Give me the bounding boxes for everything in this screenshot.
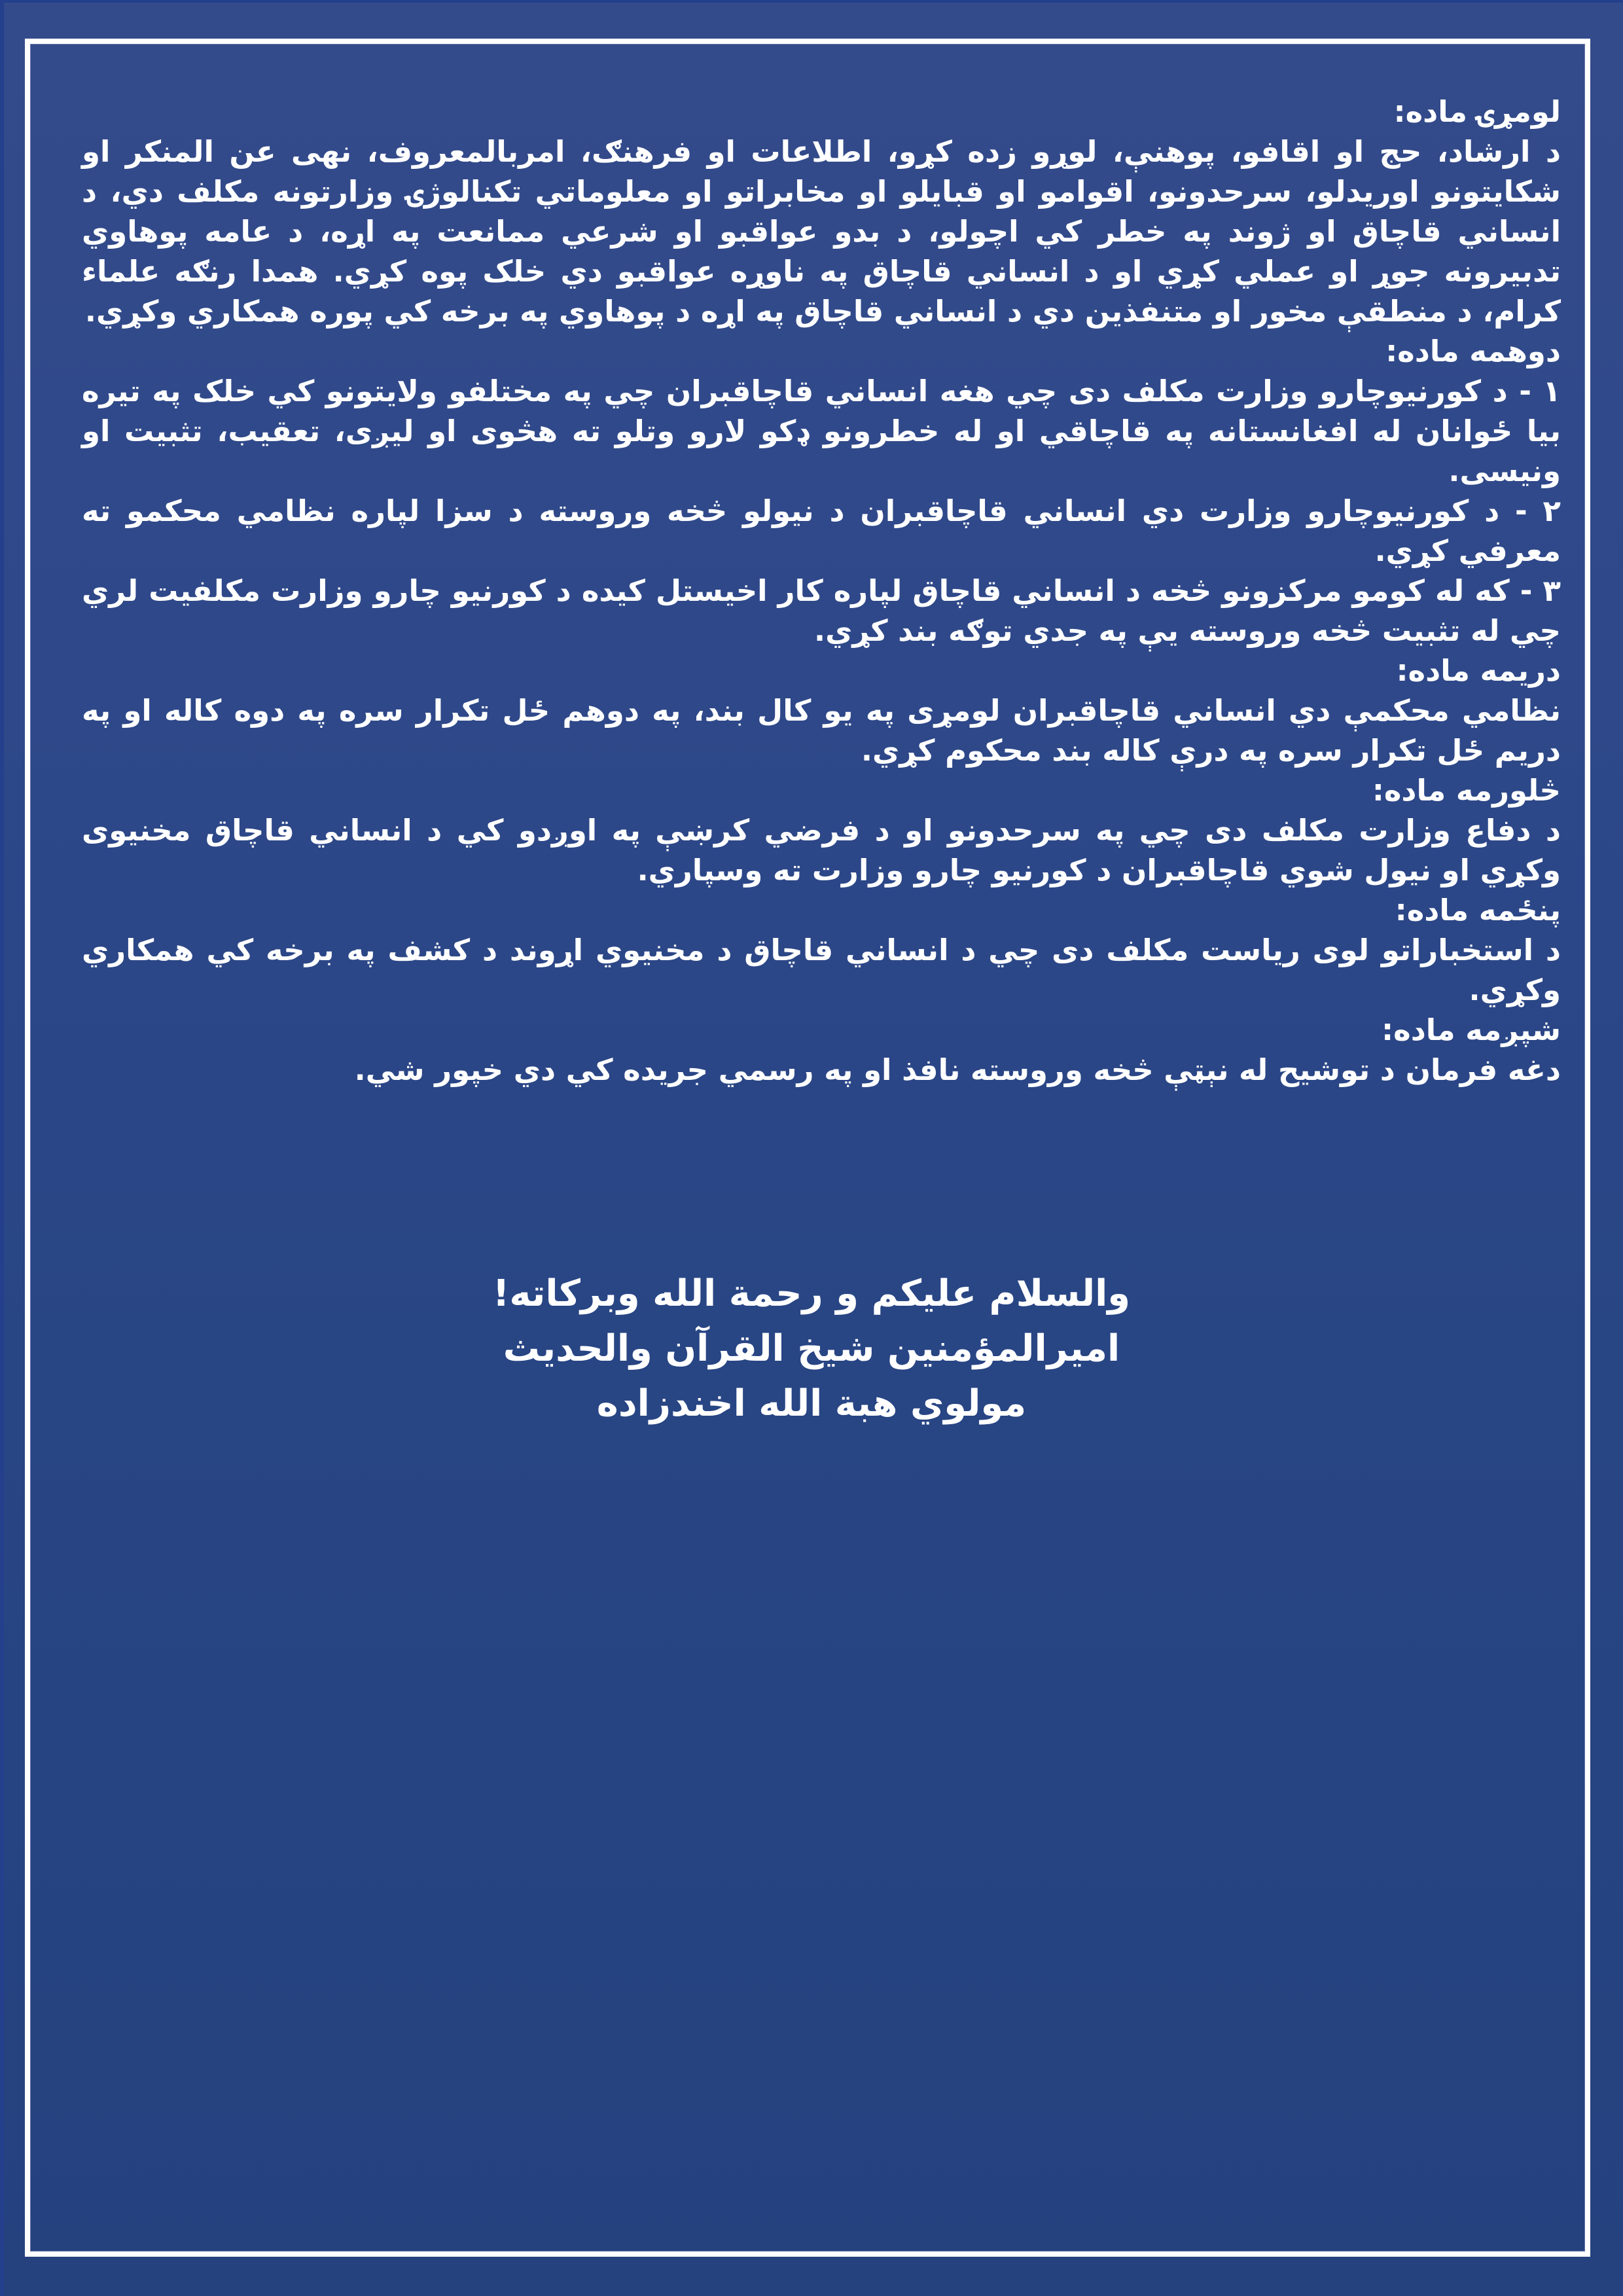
article-3-heading: دریمه ماده: (1396, 653, 1561, 688)
article-2-clause-2: ٢ - د کورنیوچارو وزارت دي انساني قاچاقبران د نیولو څخه وروسته د سزا لپاره نظامي محکمو ته معرفي کړي. (82, 493, 1561, 568)
article-5-body: د استخباراتو لوی ریاست مکلف دی چي د انساني قاچاق د مخنیوي اړوند د کشف په برخه کي همکاري وکړي. (82, 933, 1561, 1007)
closing-salutation: والسلام علیکم و رحمة الله وبرکاته! (492, 1272, 1131, 1315)
article-4-body: د دفاع وزارت مکلف دی چي په سرحدونو او د فرضي کرښې په اوږدو کي د انساني قاچاق مخنیوی وکړي او نیول شوي قاچاقبران د کورنیو چارو وزارت ته وسپاري. (82, 813, 1561, 888)
article-2-heading: دوهمه ماده: (1385, 334, 1561, 368)
article-6-heading: شپږمه ماده: (1382, 1013, 1561, 1047)
signatory-title: امیرالمؤمنین شیخ القرآن والحدیث (503, 1327, 1120, 1370)
article-6-body: دغه فرمان د توشیح له نېټې څخه وروسته نافذ او په رسمي جریده کي دي خپور شي. (354, 1052, 1561, 1087)
article-2-clause-3: ٣ - که له کومو مرکزونو څخه د انساني قاچاق لپاره کار اخیستل کیده د کورنیو چارو وزارت مکلفیت لري چي له تثبیت څخه وروسته یې په جدي توګه بند کړي. (82, 573, 1561, 648)
top-edge-strip (0, 0, 1623, 3)
article-4-heading: څلورمه ماده: (1372, 773, 1561, 808)
left-edge-strip (0, 0, 4, 2296)
article-2-clause-1: ١ - د کورنیوچارو وزارت مکلف دی چي هغه انساني قاچاقبران چي په مختلفو ولایتونو کي خلک په تیره بیا ځوانان له افغانستانه په قاچاقي او له خطرونو ډکو لارو وتلو ته هڅوی او لیږی، تعقیب، تثبیت او ونیسی. (82, 374, 1561, 488)
closing-signature (0, 1266, 1623, 1431)
decree-text (82, 92, 1561, 1090)
article-3-body: نظامي محکمې دي انساني قاچاقبران لومړی په یو کال بند، په دوهم ځل تکرار سره په دوه کاله او په دریم ځل تکرار سره په درې کاله بند محکوم کړي. (82, 693, 1561, 768)
article-1-heading: لومړۍ ماده: (1393, 94, 1561, 129)
article-1-body: د ارشاد، حج او اقافو، پوهنې، لوړو زده کړو، اطلاعات او فرهنګ، امربالمعروف، نهی عن المنکر او شکایتونو اوریدلو، سرحدونو، اقوامو او قبایلو او مخابراتو او معلوماتي تکنالوژۍ وزارتونه مکلف دي، د انساني قاچاق او ژوند په خطر کي اچولو، د بدو عواقبو او شرعي ممانعت په اړه، د عامه پوهاوي تدبیرونه جوړ او عملي کړي او د انساني قاچاق په ناوړه عواقبو دي خلک پوه کړي. همدا رنګه علماء کرام، د منطقې مخور او متنفذین دي د انساني قاچاق په اړه د پوهاوي په برخه کي پوره همکاري وکړي. (82, 134, 1561, 329)
signatory-name: مولوي هبة الله اخندزاده (596, 1382, 1027, 1425)
article-5-heading: پنځمه ماده: (1395, 893, 1561, 927)
